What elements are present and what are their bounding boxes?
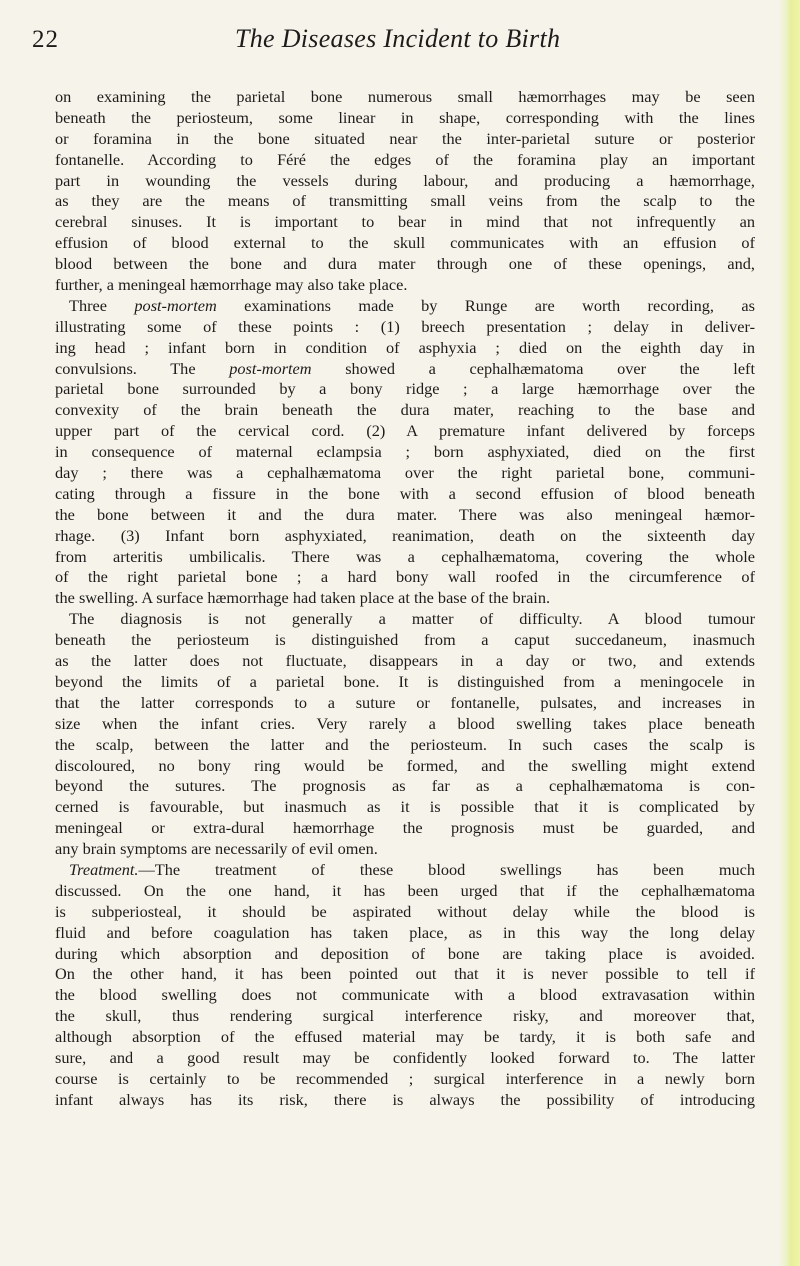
text-line: infant always has its risk, there is always the possibility of introducing — [55, 1089, 755, 1109]
text-line: of the right parietal bone ; a hard bony wall roofed in the circumference of — [55, 567, 755, 587]
text-line: on examining the parietal bone numerous small hæmorrhages may be seen — [55, 87, 755, 106]
text-line: upper part of the cervical cord. (2) A premature infant delivered by forceps — [55, 421, 755, 441]
text-line: the bone between it and the dura mater. There was also meningeal hæmor- — [55, 504, 755, 524]
text-line: cerned is favourable, but inasmuch as it is possible that it is complicated by — [55, 797, 755, 817]
text-line: course is certainly to be recommended ; surgical interference in a newly born — [55, 1068, 755, 1088]
text-line: day ; there was a cephalhæmatoma over the right parietal bone, communi- — [55, 463, 755, 483]
italic-phrase: Treatment. — [69, 859, 139, 879]
text-line: discussed. On the one hand, it has been urged that if the cephalhæmatoma — [55, 880, 755, 900]
text-line: rhage. (3) Infant born asphyxiated, reanimation, death on the sixteenth day — [55, 525, 755, 545]
text-line: ing head ; infant born in condition of asphyxia ; died on the eighth day in — [55, 337, 755, 357]
text-line: parietal bone surrounded by a bony ridge ; a large hæmorrhage over the — [55, 379, 755, 399]
running-title: The Diseases Incident to Birth — [235, 24, 561, 53]
text-line: beyond the limits of a parietal bone. It is distinguished from a meningocele in — [55, 671, 755, 691]
text-line: the swelling. A surface hæmorrhage had taken place at the base of the brain. — [55, 588, 551, 608]
text-line: effusion of blood external to the skull communicates with an effusion of — [55, 233, 755, 253]
page-edge-tint — [778, 0, 800, 1266]
page-header — [32, 18, 752, 58]
italic-phrase: post-mortem — [229, 358, 312, 378]
text-line: Treatment.—The treatment of these blood swellings has been much — [69, 859, 755, 879]
italic-phrase: post-mortem — [134, 295, 217, 315]
text-line: beneath the periosteum is distinguished from a caput succedaneum, inasmuch — [55, 630, 755, 650]
text-line: the skull, thus rendering surgical interference risky, and moreover that, — [55, 1006, 755, 1026]
text-line: On the other hand, it has been pointed out that it is never possible to tell if — [55, 964, 755, 984]
text-line: although absorption of the effused material may be tardy, it is both safe and — [55, 1027, 755, 1047]
text-line: cerebral sinuses. It is important to bear in mind that not infrequently an — [55, 212, 755, 232]
text-line: blood between the bone and dura mater through one of these openings, and, — [55, 254, 755, 274]
text-line: fluid and before coagulation has taken place, as in this way the long delay — [55, 922, 755, 942]
text-line: illustrating some of these points : (1) breech presentation ; delay in deliver- — [55, 316, 755, 336]
text-line: sure, and a good result may be confidently looked forward to. The latter — [55, 1047, 755, 1067]
text-line: any brain symptoms are necessarily of evil omen. — [55, 839, 378, 859]
text-line: as they are the means of transmitting small veins from the scalp to the — [55, 191, 755, 211]
text-line: as the latter does not fluctuate, disappears in a day or two, and extends — [55, 651, 755, 671]
text-line: or foramina in the bone situated near the inter-parietal suture or posterior — [55, 128, 755, 148]
body-text — [55, 87, 755, 1111]
text-line: is subperiosteal, it should be aspirated without delay while the blood is — [55, 901, 755, 921]
text-line: beneath the periosteum, some linear in shape, corresponding with the lines — [55, 107, 755, 127]
text-line: in consequence of maternal eclampsia ; born asphyxiated, died on the first — [55, 442, 755, 462]
text-line: the scalp, between the latter and the periosteum. In such cases the scalp is — [55, 734, 755, 754]
text-line: fontanelle. According to Féré the edges of the foramina play an important — [55, 149, 755, 169]
text-line: part in wounding the vessels during labour, and producing a hæmorrhage, — [55, 170, 755, 190]
text-line: discoloured, no bony ring would be formed, and the swelling might extend — [55, 755, 755, 775]
text-line: during which absorption and deposition of bone are taking place is avoided. — [55, 943, 755, 963]
text-line: meningeal or extra-dural hæmorrhage the prognosis must be guarded, and — [55, 818, 755, 838]
text-line: The diagnosis is not generally a matter of difficulty. A blood tumour — [69, 609, 755, 629]
text-line: the blood swelling does not communicate with a blood extravasation within — [55, 985, 755, 1005]
text-line: convulsions. The post-mortem showed a cephalhæmatoma over the left — [55, 358, 755, 378]
text-line: beyond the sutures. The prognosis as far as a cephalhæmatoma is con- — [55, 776, 755, 796]
text-line: size when the infant cries. Very rarely a blood swelling takes place beneath — [55, 713, 755, 733]
text-line: from arteritis umbilicalis. There was a cephalhæmatoma, covering the whole — [55, 546, 755, 566]
text-line: cating through a fissure in the bone with a second effusion of blood beneath — [55, 483, 755, 503]
text-line: convexity of the brain beneath the dura mater, reaching to the base and — [55, 400, 755, 420]
text-line: Three post-mortem examinations made by Runge are worth recording, as — [69, 295, 755, 315]
page-number: 22 — [32, 26, 59, 53]
text-line: further, a meningeal hæmorrhage may also take place. — [55, 275, 408, 295]
text-line: that the latter corresponds to a suture or fontanelle, pulsates, and increases in — [55, 692, 755, 712]
